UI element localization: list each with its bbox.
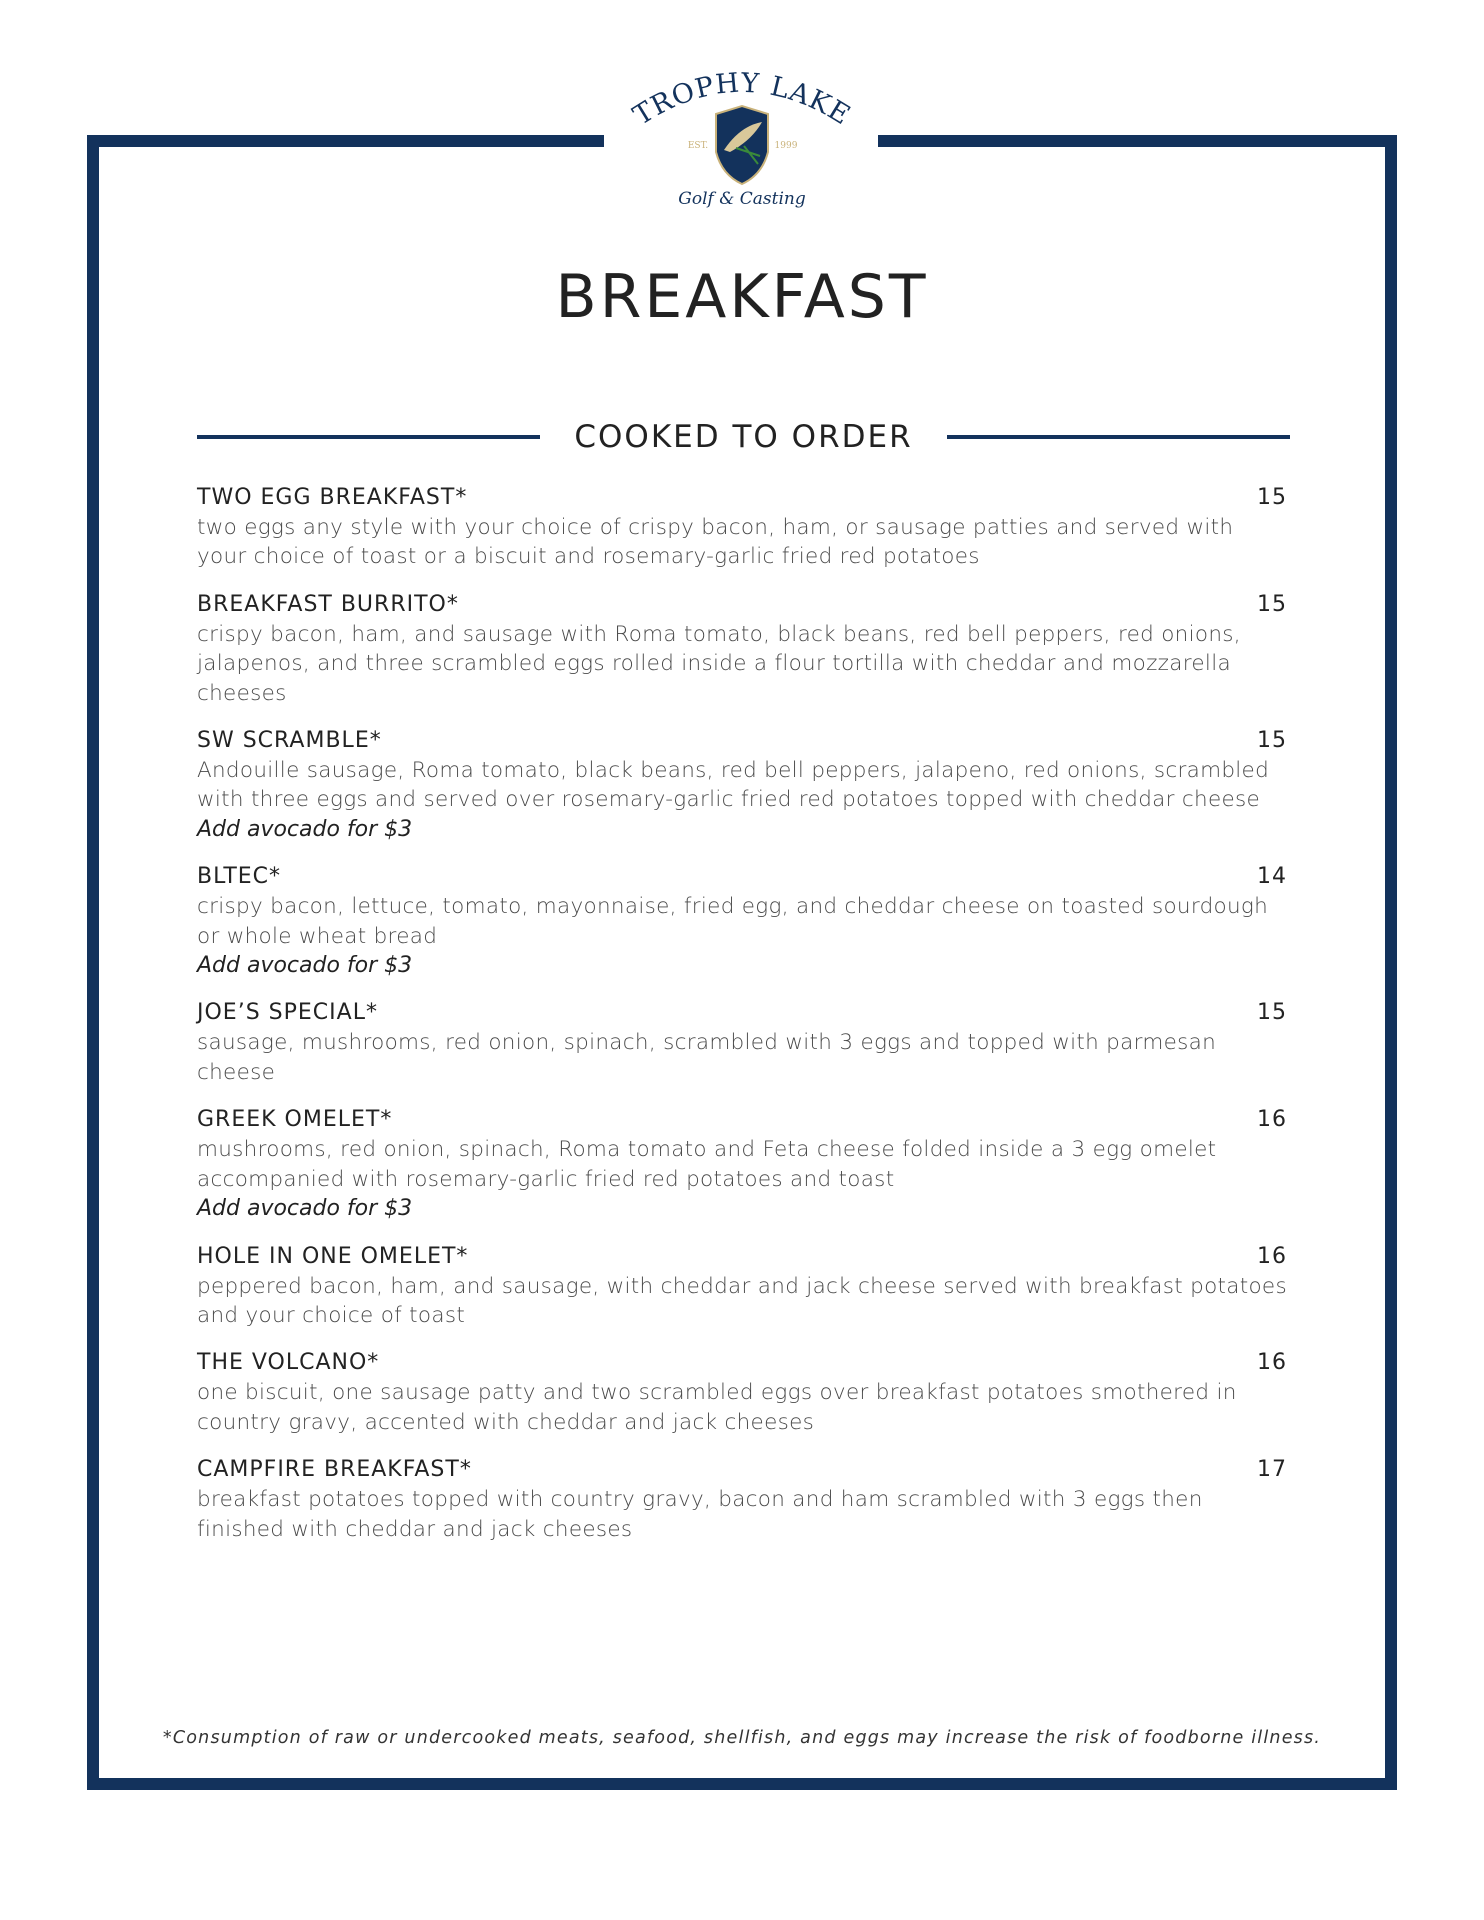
item-header: [197, 483, 1287, 513]
item-price: 15: [1257, 728, 1287, 754]
menu-item: [197, 1348, 1287, 1437]
item-addon: Add avocado for $3: [197, 953, 413, 979]
item-name: TWO EGG BREAKFAST*: [197, 485, 468, 510]
item-header: [197, 998, 1287, 1028]
item-name: CAMPFIRE BREAKFAST*: [197, 1457, 472, 1483]
item-price: 15: [1257, 1000, 1287, 1026]
item-addon: Add avocado for $3: [197, 816, 413, 842]
trophy-lake-logo: [612, 60, 872, 220]
shield-icon: [716, 106, 768, 184]
item-name: SW SCRAMBLE*: [197, 728, 382, 754]
svg-text:TROPHY LAKE: TROPHY LAKE: [627, 67, 856, 132]
item-name: HOLE IN ONE OMELET*: [197, 1243, 469, 1269]
item-header: [197, 1242, 1287, 1272]
menu-item: [197, 483, 1287, 572]
item-name: BREAKFAST BURRITO*: [197, 591, 459, 617]
item-description: crispy bacon, ham, and sausage with Roma tomato, black beans, red bell peppers, red onions, jalapenos, and three scrambled eggs rolled inside a flour tortilla with cheddar and mozzarella cheeses: [197, 621, 1241, 706]
item-name: BLTEC*: [197, 864, 282, 890]
divider: [197, 435, 540, 439]
item-price: 15: [1257, 591, 1287, 617]
menu-item: [197, 1105, 1287, 1223]
item-description: breakfast potatoes topped with country gravy, bacon and ham scrambled with 3 eggs then finished with cheddar and jack cheeses: [197, 1487, 1203, 1542]
menu-item: [197, 862, 1287, 980]
item-price: 14: [1257, 864, 1287, 890]
item-header: [197, 1105, 1287, 1135]
menu-item: [197, 1242, 1287, 1331]
item-name: JOE’S SPECIAL*: [197, 1000, 378, 1026]
svg-text:1999: 1999: [774, 141, 798, 151]
menu-item: [197, 998, 1287, 1087]
item-description: sausage, mushrooms, red onion, spinach, scrambled with 3 eggs and topped with parmesan cheese: [197, 1030, 1216, 1085]
section-title: COOKED TO ORDER: [574, 419, 913, 455]
item-price: 16: [1257, 1350, 1287, 1376]
footnote: *Consumption of raw or undercooked meats, seafood, shellfish, and eggs may increase the risk of foodborne illness.: [162, 1728, 1322, 1748]
section-header: [197, 415, 1290, 459]
page-title: BREAKFAST: [555, 262, 929, 332]
svg-text:Golf & Casting: Golf & Casting: [678, 189, 806, 209]
item-price: 16: [1257, 1107, 1287, 1133]
item-header: [197, 862, 1287, 892]
svg-text:EST.: EST.: [687, 141, 709, 151]
item-price: 17: [1257, 1457, 1287, 1483]
item-name: THE VOLCANO*: [197, 1350, 380, 1376]
item-header: [197, 1455, 1287, 1485]
item-description: two eggs any style with your choice of crispy bacon, ham, or sausage patties and served with your choice of toast or a biscuit and rosemary-garlic fried red potatoes: [197, 515, 1234, 570]
menu-item: [197, 726, 1287, 844]
item-header: [197, 726, 1287, 756]
item-description: Andouille sausage, Roma tomato, black beans, red bell peppers, jalapeno, red onions, scrambled with three eggs and served over rosemary-garlic fried red potatoes topped with cheddar cheese: [197, 758, 1270, 813]
item-header: [197, 590, 1287, 620]
item-description: crispy bacon, lettuce, tomato, mayonnaise, fried egg, and cheddar cheese on toasted sourdough or whole wheat bread: [197, 894, 1269, 949]
item-header: [197, 1348, 1287, 1378]
item-description: peppered bacon, ham, and sausage, with cheddar and jack cheese served with breakfast potatoes and your choice of toast: [197, 1273, 1287, 1328]
menu-items: [197, 483, 1287, 1562]
item-description: one biscuit, one sausage patty and two scrambled eggs over breakfast potatoes smothered in country gravy, accented with cheddar and jack cheeses: [197, 1380, 1237, 1435]
divider: [947, 435, 1290, 439]
item-addon: Add avocado for $3: [197, 1196, 413, 1222]
item-name: GREEK OMELET*: [197, 1107, 393, 1133]
item-price: 15: [1257, 485, 1287, 510]
item-description: mushrooms, red onion, spinach, Roma tomato and Feta cheese folded inside a 3 egg omelet accompanied with rosemary-garlic fried red potatoes and toast: [197, 1137, 1217, 1192]
item-price: 16: [1257, 1243, 1287, 1269]
menu-item: [197, 1455, 1287, 1544]
menu-item: [197, 590, 1287, 708]
